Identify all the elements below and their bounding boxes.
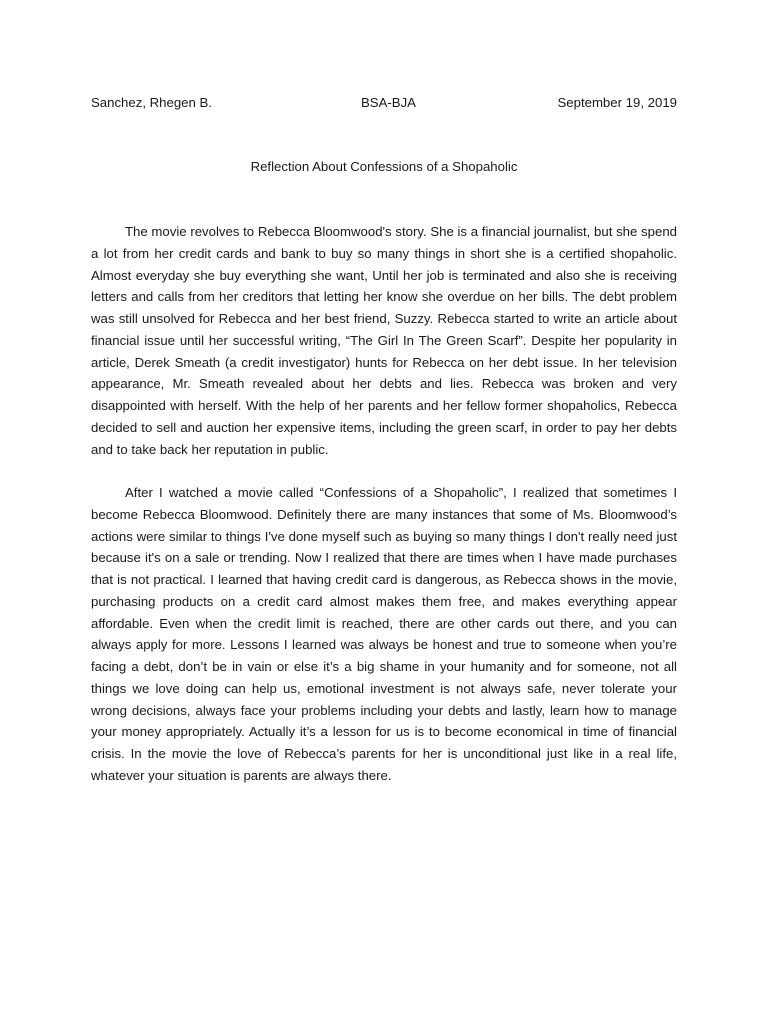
course-code: BSA-BJA — [361, 95, 416, 110]
document-header — [91, 94, 677, 112]
document-date: September 19, 2019 — [557, 95, 677, 110]
paragraph-reflection: After I watched a movie called “Confessions of a Shopaholic”, I realized that sometimes I become Rebecca Bloomwood. Definitely there are many instances that some of Ms. Bloomwood’s actions were similar to things I've done myself such as buying so many things I don't really need just because it's on a sale or trending. Now I realized that there are times when I have made purchases that is not practical. I learned that having credit card is dangerous, as Rebecca shows in the movie, purchasing products on a credit card almost makes them free, and makes everything appear affordable. Even when the credit limit is reached, there are other cards out there, and you can always apply for more. Lessons I learned was always be honest and true to someone when you’re facing a debt, don’t be in vain or else it’s a big shame in your humanity and for someone, not all things we love doing can help us, emotional investment is not always safe, never tolerate your wrong decisions, always face your problems including your debts and lastly, learn how to manage your money appropriately. Actually it’s a lesson for us is to become economical in time of financial crisis. In the movie the love of Rebecca’s parents for her is unconditional just like in a real life, whatever your situation is parents are always there. — [91, 485, 677, 783]
paragraph-summary: The movie revolves to Rebecca Bloomwood's story. She is a financial journalist, but she spend a lot from her credit cards and bank to buy so many things in short she is a certified shopaholic. Almost everyday she buy everything she want, Until her job is terminated and also she is receiving letters and calls from her creditors that letting her know she overdue on her bills. The debt problem was still unsolved for Rebecca and her best friend, Suzzy. Rebecca started to write an article about financial issue until her successful writing, “The Girl In The Green Scarf”. Despite her popularity in article, Derek Smeath (a credit investigator) hunts for Rebecca on her debt issue. In her television appearance, Mr. Smeath revealed about her debts and lies. Rebecca was broken and very disappointed with herself. With the help of her parents and her fellow former shopaholics, Rebecca decided to sell and auction her expensive items, including the green scarf, in order to pay her debts and to take back her reputation in public. — [91, 224, 677, 457]
document-title: Reflection About Confessions of a Shopaholic — [250, 159, 518, 174]
author-name: Sanchez, Rhegen B. — [91, 95, 212, 110]
